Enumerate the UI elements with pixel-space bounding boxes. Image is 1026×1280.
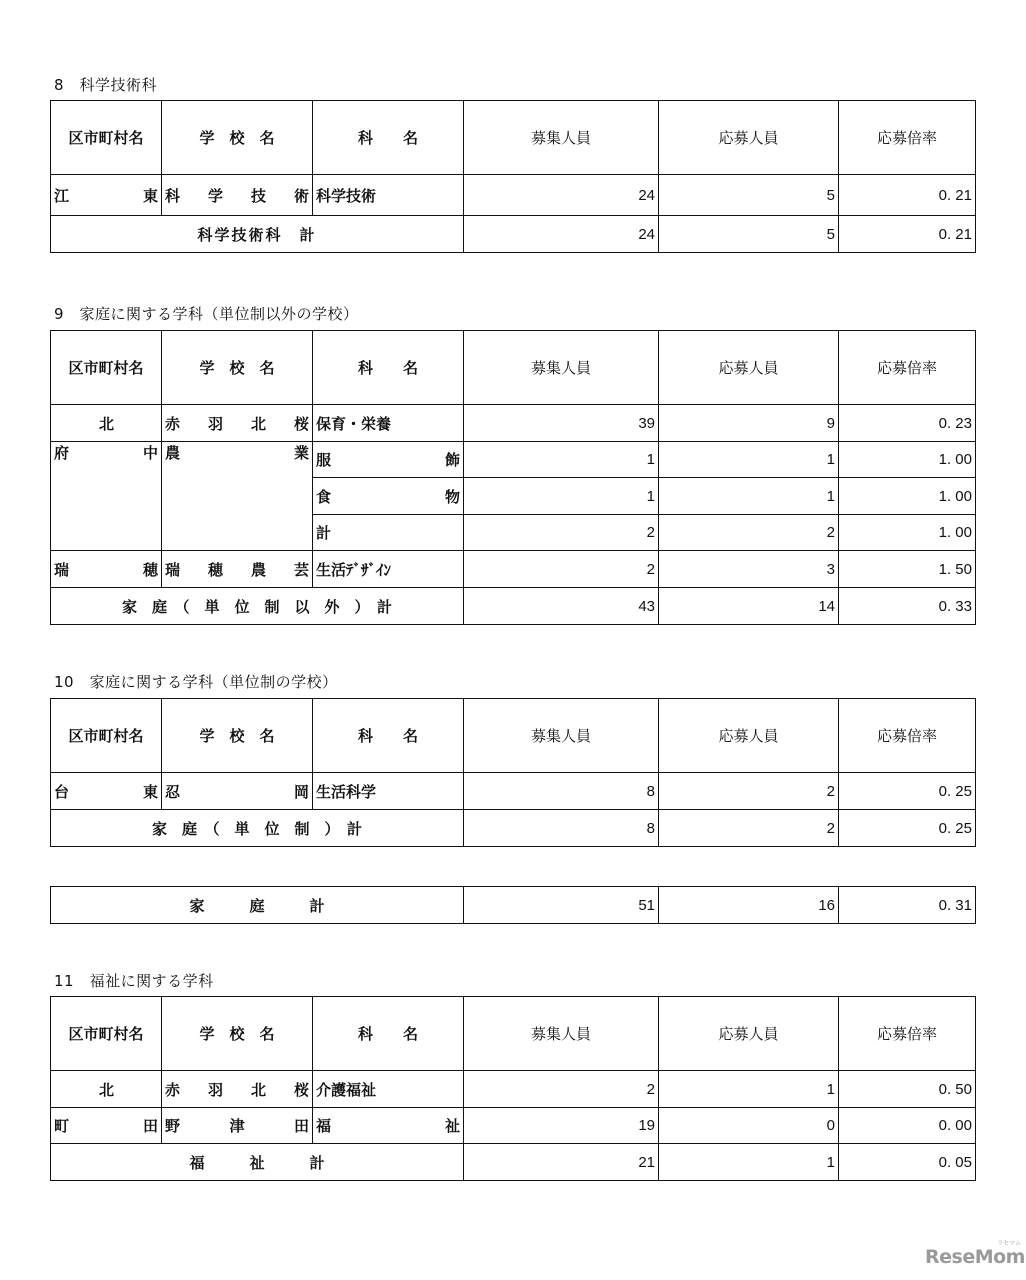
ratio-cell: 0. 25 (839, 773, 976, 810)
capacity-cell: 2 (464, 515, 659, 551)
total-row (51, 1144, 976, 1181)
header-municipality: 区市町村名 (51, 997, 162, 1071)
table-home-non-credit (50, 330, 976, 625)
school-cell: 忍岡 (162, 773, 313, 810)
department-cell: 服飾 (313, 442, 464, 478)
applicants-cell: 9 (659, 405, 839, 442)
header-capacity: 募集人員 (464, 331, 659, 405)
table-row (51, 442, 976, 478)
header-row (51, 699, 976, 773)
header-municipality: 区市町村名 (51, 331, 162, 405)
department-cell: 科学技術 (313, 175, 464, 216)
capacity-cell: 19 (464, 1108, 659, 1144)
school-cell: 赤羽北桜 (162, 1071, 313, 1108)
applicants-cell: 1 (659, 1071, 839, 1108)
section-title-8: 8 科学技術科 (54, 76, 158, 94)
applicants-cell: 1 (659, 442, 839, 478)
table-science-tech (50, 100, 976, 253)
total-ratio: 0. 21 (839, 216, 976, 253)
total-row (51, 216, 976, 253)
total-row (51, 887, 976, 924)
header-row (51, 997, 976, 1071)
ratio-cell: 0. 00 (839, 1108, 976, 1144)
department-cell: 食物 (313, 478, 464, 515)
ratio-cell: 0. 50 (839, 1071, 976, 1108)
total-label: 家 庭 （ 単 位 制 ） 計 (51, 810, 464, 847)
total-capacity: 43 (464, 588, 659, 625)
total-capacity: 24 (464, 216, 659, 253)
ratio-cell: 1. 50 (839, 551, 976, 588)
department-cell: 生活科学 (313, 773, 464, 810)
header-municipality: 区市町村名 (51, 101, 162, 175)
section-title-11: 11 福祉に関する学科 (54, 972, 214, 990)
table-row (51, 405, 976, 442)
table-row (51, 1108, 976, 1144)
capacity-cell: 2 (464, 551, 659, 588)
school-cell: 科学技術 (162, 175, 313, 216)
header-ratio: 応募倍率 (839, 699, 976, 773)
header-applicants: 応募人員 (659, 699, 839, 773)
header-capacity: 募集人員 (464, 997, 659, 1071)
header-ratio: 応募倍率 (839, 101, 976, 175)
table-row (51, 1071, 976, 1108)
capacity-cell: 1 (464, 442, 659, 478)
department-cell: 保育・栄養 (313, 405, 464, 442)
capacity-cell: 1 (464, 478, 659, 515)
logo-subtext: リセマム (997, 1240, 1021, 1247)
table-row (51, 175, 976, 216)
total-label: 科学技術科 計 (51, 216, 464, 253)
header-capacity: 募集人員 (464, 699, 659, 773)
department-cell: 生活ﾃﾞｻﾞｲﾝ (313, 551, 464, 588)
municipality-cell: 江東 (51, 175, 162, 216)
applicants-cell: 0 (659, 1108, 839, 1144)
header-school: 学 校 名 (162, 699, 313, 773)
applicants-cell: 5 (659, 175, 839, 216)
header-school: 学 校 名 (162, 331, 313, 405)
subtotal-label: 計 (313, 515, 464, 551)
ratio-cell: 0. 21 (839, 175, 976, 216)
header-department: 科 名 (313, 997, 464, 1071)
resemom-logo (925, 1240, 1025, 1268)
ratio-cell: 1. 00 (839, 442, 976, 478)
applicants-cell: 3 (659, 551, 839, 588)
applicants-cell: 2 (659, 773, 839, 810)
total-applicants: 2 (659, 810, 839, 847)
header-applicants: 応募人員 (659, 997, 839, 1071)
header-school: 学 校 名 (162, 997, 313, 1071)
capacity-cell: 2 (464, 1071, 659, 1108)
total-ratio: 0. 33 (839, 588, 976, 625)
header-department: 科 名 (313, 699, 464, 773)
school-cell: 農業 (162, 442, 313, 551)
total-label: 福 祉 計 (51, 1144, 464, 1181)
municipality-cell: 北 (51, 405, 162, 442)
ratio-cell: 0. 23 (839, 405, 976, 442)
municipality-cell: 台東 (51, 773, 162, 810)
total-row (51, 588, 976, 625)
total-label: 家 庭 （ 単 位 制 以 外 ） 計 (51, 588, 464, 625)
header-row (51, 331, 976, 405)
header-department: 科 名 (313, 331, 464, 405)
ratio-cell: 1. 00 (839, 478, 976, 515)
ratio-cell: 1. 00 (839, 515, 976, 551)
total-applicants: 14 (659, 588, 839, 625)
capacity-cell: 8 (464, 773, 659, 810)
department-cell: 福祉 (313, 1108, 464, 1144)
table-row (51, 551, 976, 588)
header-school: 学 校 名 (162, 101, 313, 175)
table-home-total (50, 886, 976, 924)
total-capacity: 51 (464, 887, 659, 924)
total-ratio: 0. 31 (839, 887, 976, 924)
department-cell: 介護福祉 (313, 1071, 464, 1108)
header-municipality: 区市町村名 (51, 699, 162, 773)
total-ratio: 0. 05 (839, 1144, 976, 1181)
total-row (51, 810, 976, 847)
applicants-cell: 1 (659, 478, 839, 515)
logo-text: ReseMom (925, 1246, 1025, 1268)
header-applicants: 応募人員 (659, 101, 839, 175)
section-title-10: 10 家庭に関する学科（単位制の学校） (54, 673, 338, 691)
total-applicants: 5 (659, 216, 839, 253)
section-title-9: 9 家庭に関する学科（単位制以外の学校） (54, 305, 359, 323)
header-capacity: 募集人員 (464, 101, 659, 175)
header-applicants: 応募人員 (659, 331, 839, 405)
total-applicants: 1 (659, 1144, 839, 1181)
table-home-credit (50, 698, 976, 847)
municipality-cell: 瑞穂 (51, 551, 162, 588)
school-cell: 野津田 (162, 1108, 313, 1144)
applicants-cell: 2 (659, 515, 839, 551)
header-ratio: 応募倍率 (839, 997, 976, 1071)
capacity-cell: 39 (464, 405, 659, 442)
municipality-cell: 北 (51, 1071, 162, 1108)
total-label: 家 庭 計 (51, 887, 464, 924)
header-row (51, 101, 976, 175)
capacity-cell: 24 (464, 175, 659, 216)
header-ratio: 応募倍率 (839, 331, 976, 405)
table-welfare (50, 996, 976, 1181)
school-cell: 瑞穂農芸 (162, 551, 313, 588)
municipality-cell: 町田 (51, 1108, 162, 1144)
total-capacity: 21 (464, 1144, 659, 1181)
municipality-cell: 府中 (51, 442, 162, 551)
total-capacity: 8 (464, 810, 659, 847)
school-cell: 赤羽北桜 (162, 405, 313, 442)
table-row (51, 773, 976, 810)
header-department: 科 名 (313, 101, 464, 175)
total-ratio: 0. 25 (839, 810, 976, 847)
total-applicants: 16 (659, 887, 839, 924)
